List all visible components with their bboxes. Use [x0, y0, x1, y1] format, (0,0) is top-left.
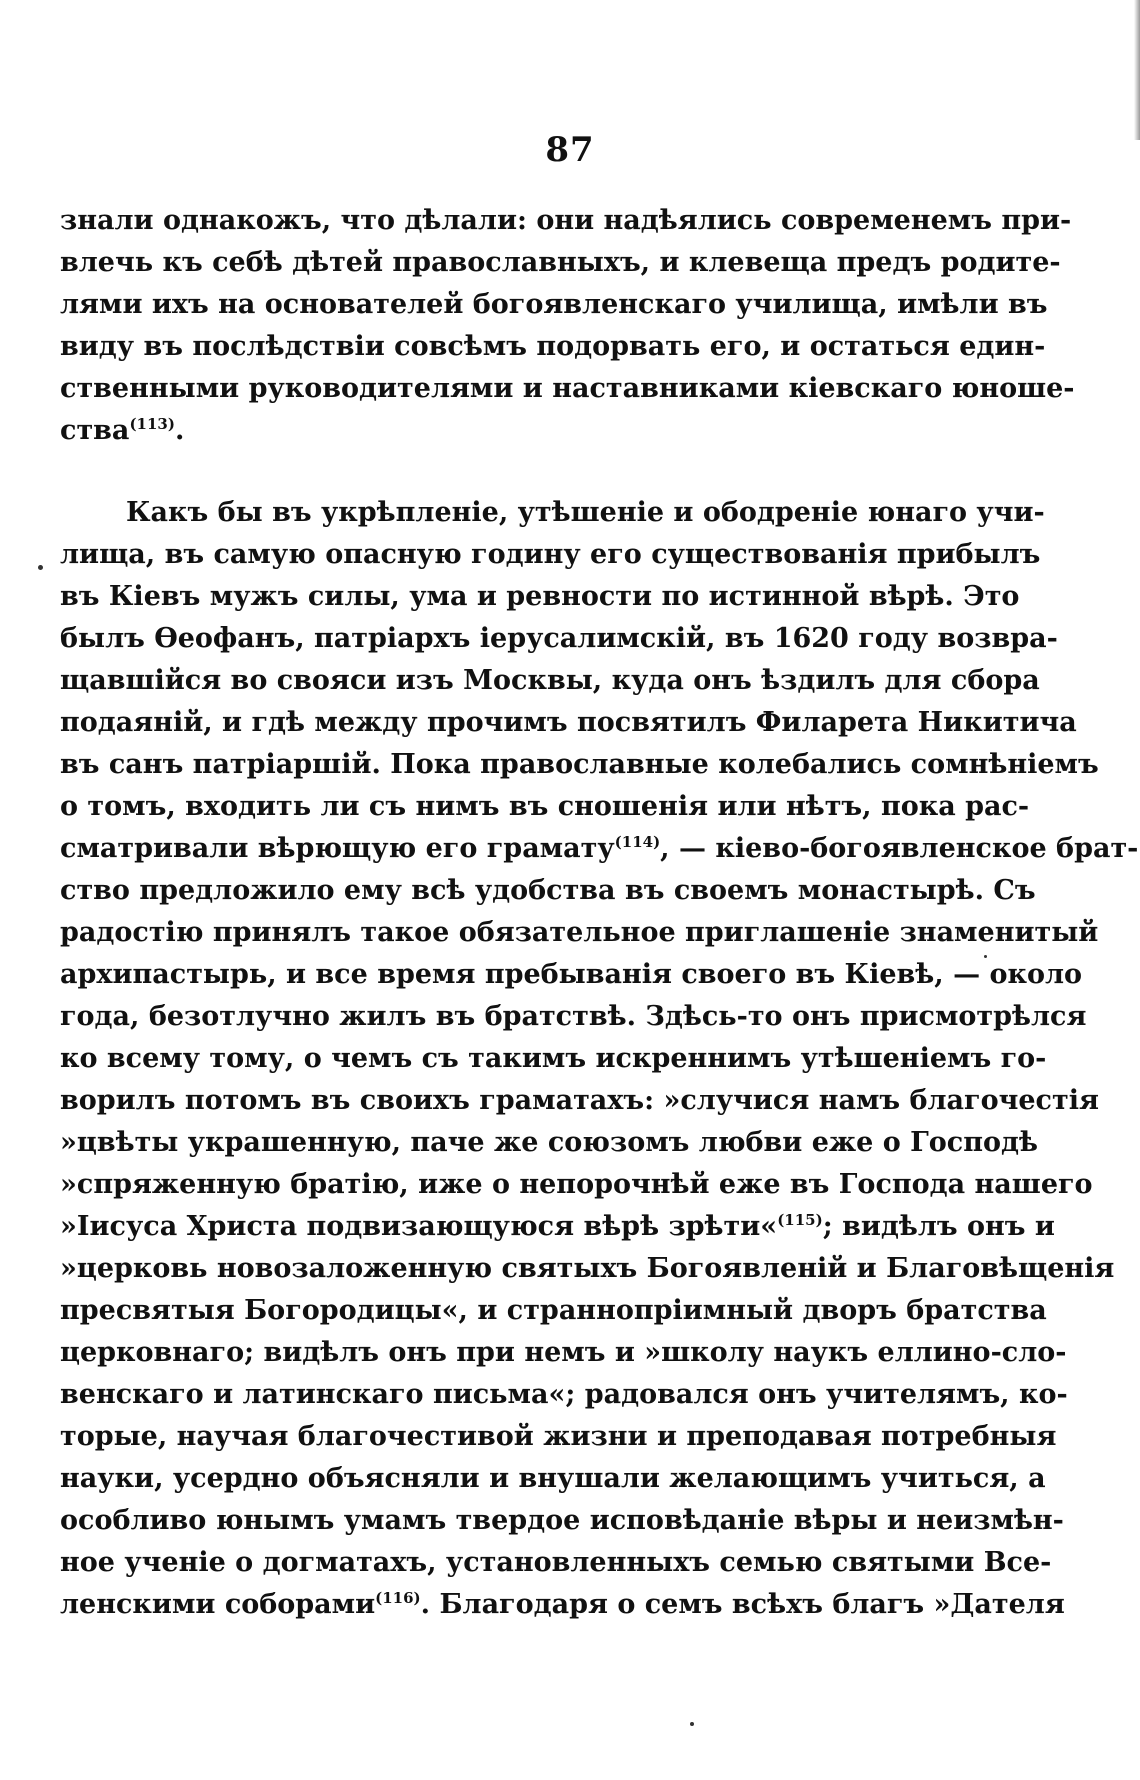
text-line [60, 1458, 1046, 1500]
line-text: лями ихъ на основателей богоявленскаго училища, имѣли въ [60, 289, 1048, 320]
text-line [60, 786, 1030, 828]
text-line [60, 1374, 1068, 1416]
line-text: щавшійся во свояси изъ Москвы, куда онъ ѣздилъ для сбора [60, 665, 1040, 696]
text-line [60, 1164, 1093, 1206]
line-text: былъ Ѳеофанъ, патріархъ іерусалимскій, въ 1620 году возвра- [60, 623, 1058, 654]
line-text-after-footnote: . [174, 415, 185, 446]
text-line [60, 912, 1099, 954]
line-text-after-footnote: ; видѣлъ онъ и [822, 1211, 1055, 1242]
line-text: сматривали вѣрющую его грамату [60, 833, 615, 864]
text-line [60, 1080, 1099, 1122]
text-line [60, 1500, 1064, 1542]
line-text: подаяній, и гдѣ между прочимъ посвятилъ Филарета Никитича [60, 707, 1077, 738]
text-line [60, 576, 1020, 618]
line-text: въ санъ патріаршій. Пока православные колебались сомнѣніемъ [60, 749, 1099, 780]
line-text: радостію принялъ такое обязательное приглашеніе знаменитый [60, 917, 1099, 948]
text-line [60, 828, 1139, 870]
text-line [60, 996, 1087, 1038]
scan-speck [690, 1722, 694, 1726]
line-text: виду въ послѣдствіи совсѣмъ подорвать его, и остаться един- [60, 331, 1046, 362]
line-text: »спряженную братію, иже о непорочнѣй еже въ Господа нашего [60, 1169, 1093, 1200]
line-text: въ Кіевъ мужъ силы, ума и ревности по истинной вѣрѣ. Это [60, 581, 1020, 612]
line-text: церковнаго; видѣлъ онъ при немъ и »школу наукъ еллино-сло- [60, 1337, 1067, 1368]
text-line [60, 1122, 1038, 1164]
line-text: знали однакожъ, что дѣлали: они надѣялись современемъ при- [60, 205, 1072, 236]
text-line [60, 1290, 1047, 1332]
text-line [60, 242, 1061, 284]
paragraph-2 [60, 492, 1139, 1626]
line-text: пресвятыя Богородицы«, и страннопріимный дворъ братства [60, 1295, 1047, 1326]
text-line [60, 326, 1046, 368]
text-line [60, 1248, 1115, 1290]
text-line [60, 660, 1040, 702]
line-text: науки, усердно объясняли и внушали желающимъ учиться, а [60, 1463, 1046, 1494]
page-number: 87 [545, 130, 595, 170]
line-text: о томъ, входить ли съ нимъ въ сношенія или нѣтъ, пока рас- [60, 791, 1030, 822]
text-line [60, 284, 1048, 326]
line-text: »цвѣты украшенную, паче же союзомъ любви еже о Господѣ [60, 1127, 1038, 1158]
line-text: влечь къ себѣ дѣтей православныхъ, и клевеща предъ родите- [60, 247, 1061, 278]
scan-speck [38, 565, 43, 570]
text-line [60, 200, 1072, 242]
scan-speck [984, 955, 987, 958]
text-line [60, 744, 1099, 786]
line-text: »церковь новозаложенную святыхъ Богоявленій и Благовѣщенія [60, 1253, 1115, 1284]
footnote-ref: (114) [614, 833, 661, 851]
line-text: особливо юнымъ умамъ твердое исповѣданіе вѣры и неизмѣн- [60, 1505, 1064, 1536]
line-text: ное ученіе о догматахъ, установленныхъ семью святыми Все- [60, 1547, 1052, 1578]
text-line [60, 368, 1075, 410]
text-line [60, 618, 1058, 660]
text-line [60, 492, 1045, 534]
text-line [60, 1332, 1067, 1374]
line-text: лища, въ самую опасную годину его существованія прибылъ [60, 539, 1041, 570]
footnote-ref: (115) [777, 1211, 823, 1229]
footnote-ref: (116) [375, 1589, 421, 1607]
line-text: торые, научая благочестивой жизни и преподавая потребныя [60, 1421, 1057, 1452]
text-line [60, 702, 1077, 744]
line-text: ство предложило ему всѣ удобства въ своемъ монастырѣ. Съ [60, 875, 1036, 906]
footnote-ref: (113) [129, 415, 175, 433]
line-text: Какъ бы въ укрѣпленіе, утѣшеніе и ободреніе юнаго учи- [126, 497, 1045, 528]
line-text: ко всему тому, о чемъ съ такимъ искреннимъ утѣшеніемъ го- [60, 1043, 1047, 1074]
line-text-after-footnote: . Благодаря о семъ всѣхъ благъ »Дателя [420, 1589, 1065, 1620]
line-text: ственными руководителями и наставниками кіевскаго юноше- [60, 373, 1075, 404]
line-text: ворилъ потомъ въ своихъ граматахъ: »случися намъ благочестія [60, 1085, 1099, 1116]
text-line [60, 1206, 1055, 1248]
text-line [60, 534, 1041, 576]
line-text: года, безотлучно жилъ въ братствѣ. Здѣсь-то онъ присмотрѣлся [60, 1001, 1087, 1032]
line-text: ства [60, 415, 130, 446]
text-line [60, 1416, 1057, 1458]
line-text: архипастырь, и все время пребыванія своего въ Кіевѣ, — около [60, 959, 1083, 990]
text-line [60, 410, 975, 452]
paragraph-1 [60, 200, 1075, 452]
text-line [60, 1584, 1065, 1626]
scan-edge-shadow [1134, 0, 1140, 140]
text-line [60, 954, 1083, 996]
text-line [60, 1038, 1047, 1080]
line-text: »Іисуса Христа подвизающуюся вѣрѣ зрѣти« [60, 1211, 778, 1242]
line-text: венскаго и латинскаго письма«; радовался онъ учителямъ, ко- [60, 1379, 1068, 1410]
line-text-after-footnote: , — кіево-богоявленское брат- [660, 833, 1139, 864]
text-line [60, 870, 1036, 912]
line-text: ленскими соборами [60, 1589, 376, 1620]
text-line [60, 1542, 1052, 1584]
